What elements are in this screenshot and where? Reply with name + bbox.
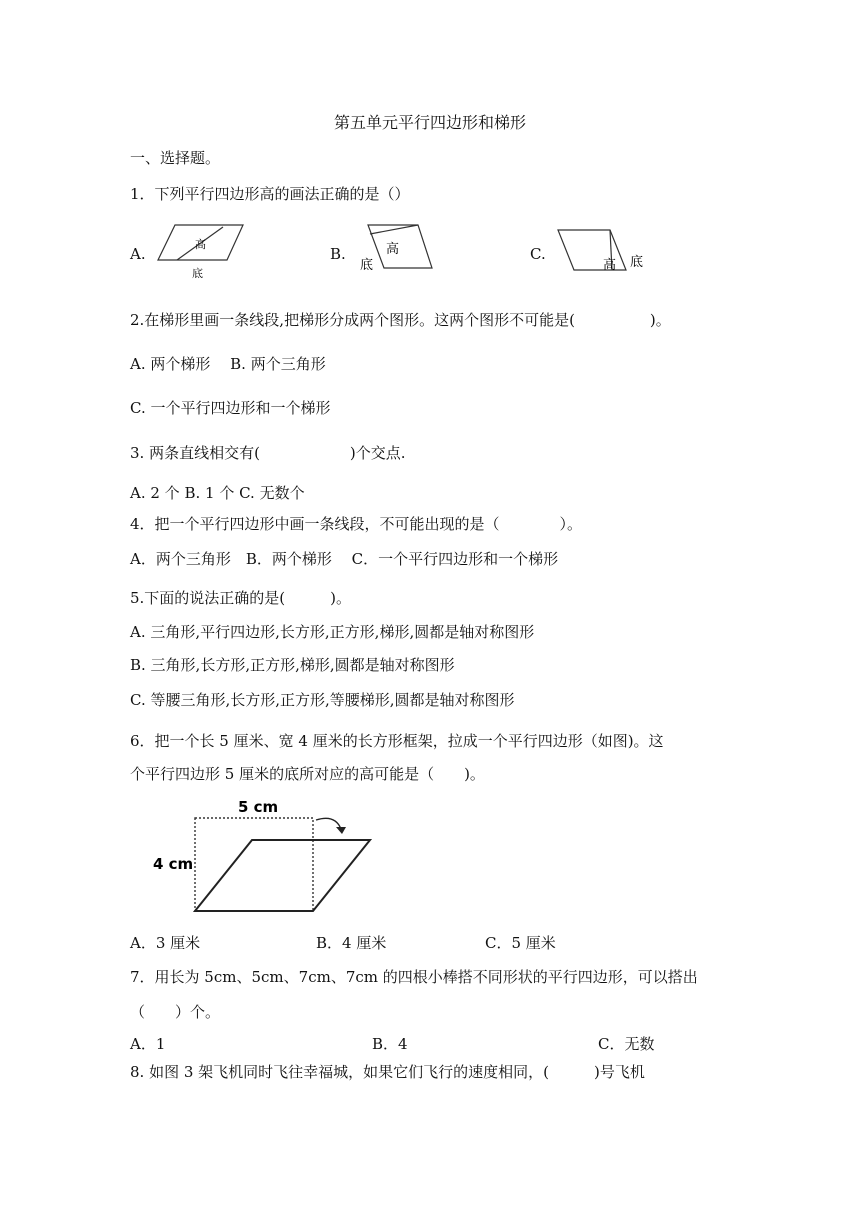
pulled-parallelogram	[195, 840, 370, 911]
question-7-line1: 7．用长为 5cm、5cm、7cm、7cm 的四根小棒搭不同形状的平行四边形，可以搭出	[130, 968, 698, 986]
section-heading: 一、选择题。	[130, 149, 221, 167]
base-label: 底	[360, 258, 374, 273]
base-label: 底	[192, 267, 203, 280]
q1-figure-a	[155, 222, 250, 280]
question-2-text: 2.在梯形里画一条线段,把梯形分成两个图形。这两个图形不可能是( )。	[130, 311, 671, 329]
q2-option-c: C. 一个平行四边形和一个梯形	[130, 399, 331, 417]
parallelogram-shape	[368, 225, 432, 268]
question-6-line2: 个平行四边形 5 厘米的底所对应的高可能是（ )。	[130, 765, 485, 783]
q2-options-ab: A. 两个梯形 B. 两个三角形	[130, 355, 326, 373]
question-8-text: 8. 如图 3 架飞机同时飞往幸福城，如果它们飞行的速度相同，( )号飞机	[130, 1063, 645, 1081]
height-label: 高	[195, 238, 206, 251]
q7-option-b: B．4	[372, 1035, 408, 1053]
q5-option-b: B. 三角形,长方形,正方形,梯形,圆都是轴对称图形	[130, 656, 455, 674]
q5-option-c: C. 等腰三角形,长方形,正方形,等腰梯形,圆都是轴对称图形	[130, 691, 515, 709]
original-rectangle	[195, 818, 313, 911]
q6-option-b: B．4 厘米	[316, 934, 387, 952]
q4-options: A．两个三角形 B．两个梯形 C．一个平行四边形和一个梯形	[130, 550, 559, 568]
question-6-line1: 6．把一个长 5 厘米、宽 4 厘米的长方形框架，拉成一个平行四边形（如图)。这	[130, 732, 664, 750]
question-4-text: 4．把一个平行四边形中画一条线段，不可能出现的是（ ）。	[130, 515, 583, 533]
height-line	[370, 225, 418, 234]
q1-option-c-label: C.	[530, 245, 546, 263]
q6-option-a: A．3 厘米	[130, 934, 201, 952]
height-label: 高	[603, 258, 617, 272]
question-3-text: 3. 两条直线相交有( )个交点.	[130, 444, 406, 462]
q5-option-a: A. 三角形,平行四边形,长方形,正方形,梯形,圆都是轴对称图形	[130, 623, 535, 641]
q6-option-c: C．5 厘米	[485, 934, 556, 952]
arrow-head	[336, 827, 346, 834]
height-label: 高	[386, 242, 400, 257]
question-5-text: 5.下面的说法正确的是( )。	[130, 589, 352, 607]
page-title: 第五单元平行四边形和梯形	[333, 113, 526, 132]
width-label: 5 cm	[238, 798, 279, 816]
q1-option-a-label: A.	[130, 245, 146, 263]
q7-option-c: C．无数	[598, 1035, 655, 1053]
q1-figure-b	[356, 222, 436, 274]
q1-figure-c	[556, 226, 652, 272]
q7-option-a: A．1	[130, 1035, 166, 1053]
base-label: 底	[630, 255, 644, 270]
q1-option-b-label: B.	[330, 245, 346, 263]
question-7-line2: （ ）个。	[130, 1003, 221, 1021]
q6-figure	[150, 796, 380, 918]
q3-options: A. 2 个 B. 1 个 C. 无数个	[130, 484, 305, 502]
height-label: 4 cm	[153, 855, 194, 873]
question-1-text: 1．下列平行四边形高的画法正确的是（）	[130, 185, 410, 203]
